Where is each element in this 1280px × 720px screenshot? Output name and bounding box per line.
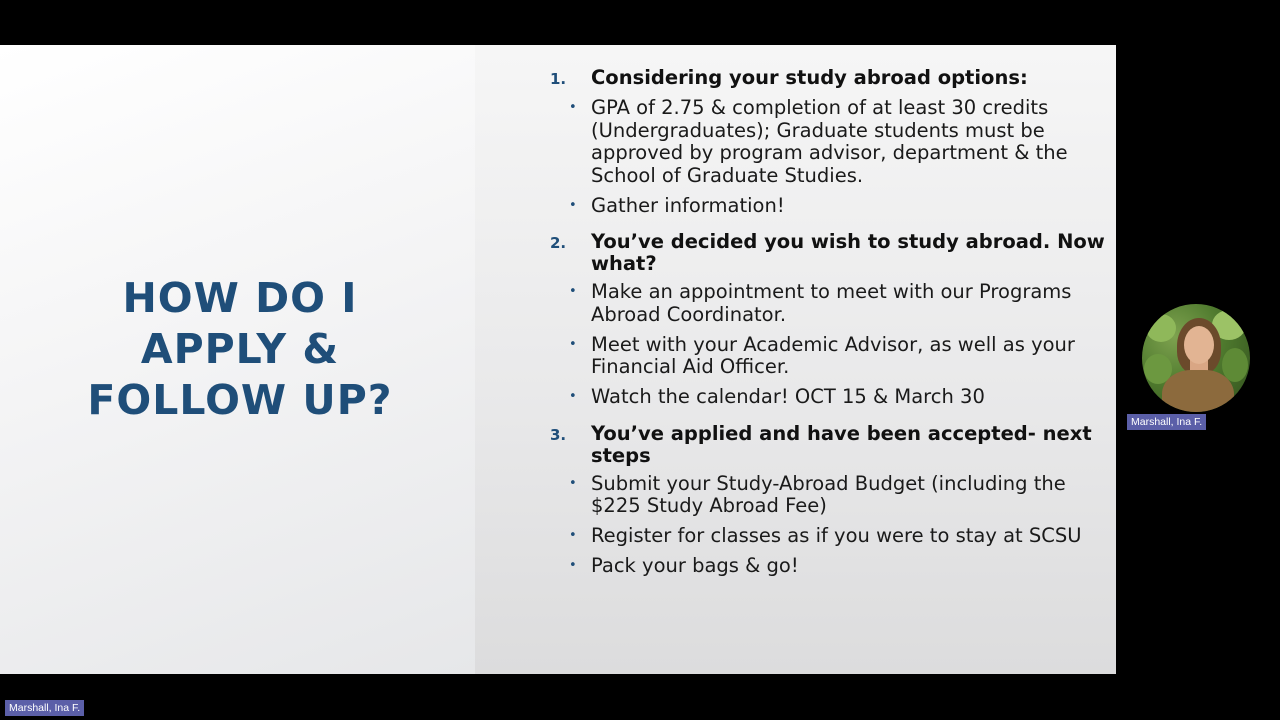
list-item <box>546 334 1106 379</box>
list-item <box>546 525 1106 548</box>
bullet-icon: • <box>569 528 577 543</box>
participant-video-tile[interactable] <box>1142 304 1250 412</box>
bullet-icon: • <box>569 284 577 299</box>
bullet-text: GPA of 2.75 & completion of at least 30 credits (Undergraduates); Graduate students must be approved by program advisor, department & the School of Graduate Studies. <box>591 96 1068 187</box>
bullet-text: Make an appointment to meet with our Programs Abroad Coordinator. <box>591 280 1072 326</box>
list-item <box>546 555 1106 578</box>
bullet-icon: • <box>569 197 577 213</box>
participant-body <box>1162 370 1234 412</box>
bullet-icon: • <box>569 475 577 491</box>
list-item <box>546 473 1106 518</box>
bullet-text: Register for classes as if you were to stay at SCSU <box>591 524 1082 547</box>
bullet-text: Meet with your Academic Advisor, as well as your Financial Aid Officer. <box>591 332 1075 378</box>
bullet-list <box>546 473 1106 578</box>
section-heading-text: You’ve applied and have been accepted- next steps <box>591 421 1092 467</box>
bullet-text: Gather information! <box>591 193 785 217</box>
list-item <box>546 386 1106 409</box>
section-heading <box>546 67 1106 91</box>
bullet-text: Submit your Study-Abroad Budget (including the $225 Study Abroad Fee) <box>591 471 1066 517</box>
bullet-icon: • <box>569 100 577 115</box>
list-item <box>546 195 1106 218</box>
participant-face <box>1184 326 1214 364</box>
slide-title <box>30 273 450 426</box>
list-item <box>546 97 1106 187</box>
section-number: 3. <box>550 425 567 444</box>
slide-title-line-1: HOW DO I <box>122 274 358 322</box>
slide-title-line-2: APPLY & <box>140 325 340 373</box>
slide-left-panel <box>0 45 475 674</box>
bullet-icon: • <box>569 336 577 352</box>
slide-title-line-3: FOLLOW UP? <box>87 376 393 424</box>
shared-screen-name-label: Marshall, Ina F. <box>5 700 84 716</box>
bullet-icon: • <box>569 389 577 404</box>
foliage-shape <box>1146 314 1176 342</box>
list-item <box>546 281 1106 326</box>
section-number: 1. <box>550 70 567 88</box>
bullet-icon: • <box>569 558 577 573</box>
section-number: 2. <box>550 234 567 252</box>
slide-content-list <box>546 67 1106 592</box>
section-heading-text: You’ve decided you wish to study abroad. Now what? <box>591 230 1105 275</box>
section-heading <box>546 423 1106 467</box>
bullet-text: Watch the calendar! OCT 15 & March 30 <box>591 385 985 408</box>
section-heading-text: Considering your study abroad options: <box>591 66 1028 89</box>
bullet-text: Pack your bags & go! <box>591 554 799 577</box>
section-2 <box>546 231 1106 409</box>
participant-name-label: Marshall, Ina F. <box>1127 414 1206 430</box>
bullet-list <box>546 97 1106 217</box>
section-1 <box>546 67 1106 217</box>
section-heading <box>546 231 1106 275</box>
bullet-list <box>546 281 1106 409</box>
section-3 <box>546 423 1106 578</box>
